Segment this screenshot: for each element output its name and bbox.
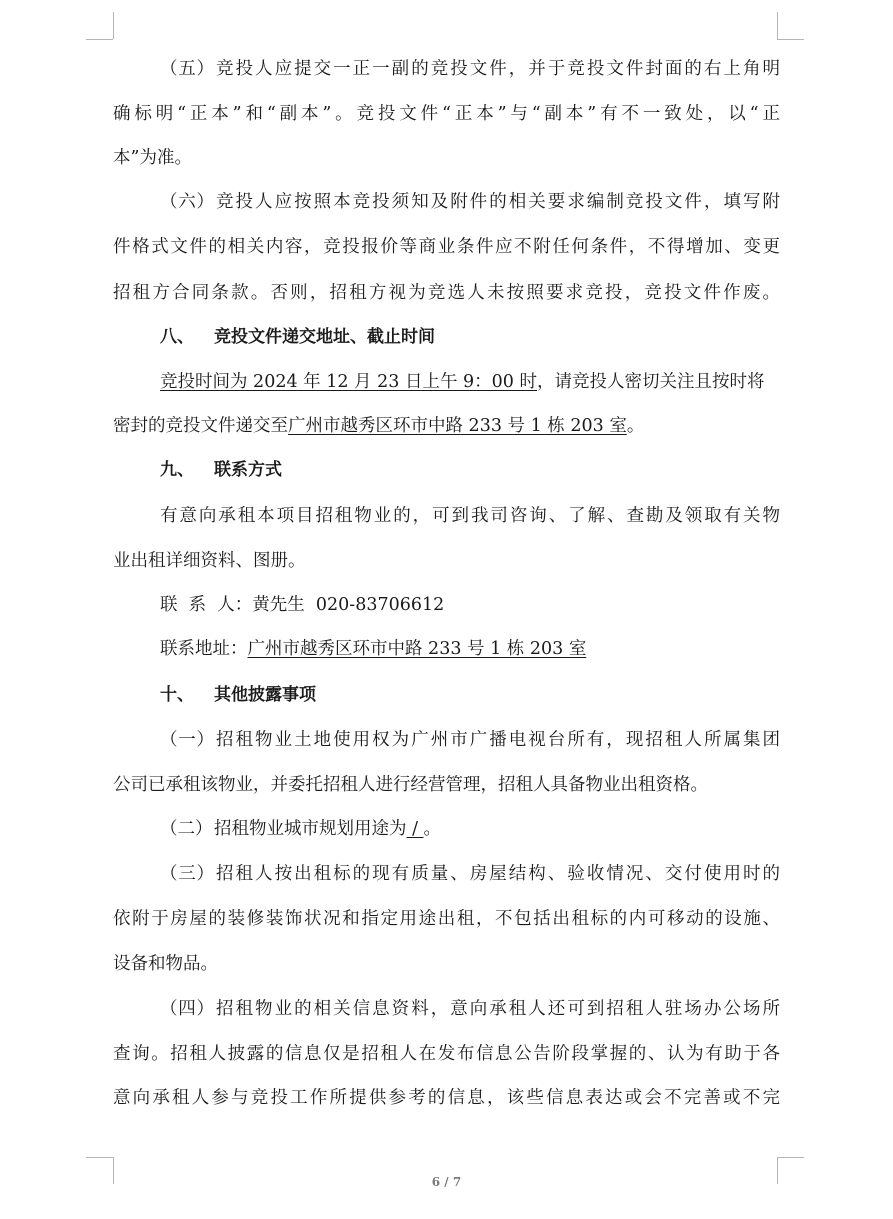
item-number: （三） (160, 864, 214, 884)
item-1-line-1 (160, 725, 780, 755)
item-number: （一） (160, 730, 214, 750)
paragraph-5-line-3: 本”为准。 (113, 148, 192, 168)
section-8-line-1 (160, 367, 780, 397)
section-8-heading (160, 322, 780, 352)
address-label: 联系地址： (160, 639, 248, 659)
contact-address (160, 634, 780, 664)
section-number: 八、 (160, 327, 194, 347)
item-3-line-1 (160, 859, 780, 889)
section-number: 十、 (160, 685, 194, 705)
paragraph-6-line-3: 招租方合同条款。否则，招租方视为竞选人未按照要求竞投，竞投文件作废。 (113, 283, 780, 303)
text: 招租物业土地使用权为广州市广播电视台所有，现招租人所属集团 (214, 730, 780, 750)
planning-use-value: / (406, 819, 424, 839)
item-1-line-2: 公司已承租该物业，并委托招租人进行经营管理，招租人具备物业出租资格。 (113, 775, 708, 795)
item-4-line-3: 意向承租人参与竞投工作所提供参考的信息，该些信息表达或会不完善或不完 (113, 1088, 780, 1108)
item-number: （二） (160, 819, 213, 839)
page-number: 6 / 7 (431, 1175, 462, 1189)
text: ，请竞投人密切关注且按时将 (536, 372, 765, 392)
contact-person: 联 系 人：黄先生 020-83706612 (160, 595, 445, 615)
paragraph-6-line-1 (160, 187, 780, 217)
text: 招租人按出租标的现有质量、房屋结构、验收情况、交付使用时的 (214, 864, 780, 884)
text: 。 (626, 416, 645, 436)
section-9-heading (160, 455, 780, 485)
section-8-line-2 (113, 411, 780, 441)
item-3-line-2: 依附于房屋的装修装饰状况和指定用途出租，不包括出租标的内可移动的设施、 (113, 909, 780, 929)
text: 密封的竞投文件递交至 (113, 416, 288, 436)
text: 竞投人应提交一正一副的竞投文件，并于竞投文件封面的右上角明 (214, 59, 780, 79)
item-number: （五） (160, 59, 214, 79)
section-title: 联系方式 (214, 460, 282, 480)
text: 。 (423, 819, 442, 839)
section-number: 九、 (160, 460, 194, 480)
item-number: （六） (160, 192, 214, 212)
item-4-line-2: 查询。招租人披露的信息仅是招租人在发布信息公告阶段掌握的、认为有助于各 (113, 1044, 780, 1064)
paragraph-6-line-2: 件格式文件的相关内容，竞投报价等商业条件应不附任何条件，不得增加、变更 (113, 237, 780, 257)
deadline-text: 竞投时间为 2024 年 12 月 23 日上午 9：00 时 (160, 372, 537, 392)
section-9-line-2: 业出租详细资料、图册。 (113, 551, 306, 571)
item-3-line-3: 设备和物品。 (113, 954, 218, 974)
item-2-line-1 (160, 814, 780, 844)
section-9-line-1: 有意向承租本项目招租物业的，可到我司咨询、了解、查勘及领取有关物 (160, 506, 780, 526)
item-4-line-1 (160, 994, 780, 1024)
paragraph-5-line-1 (160, 54, 780, 84)
text: 竞投人应按照本竞投须知及附件的相关要求编制竞投文件，填写附 (214, 192, 780, 212)
text: 招租物业的相关信息资料，意向承租人还可到招租人驻场办公场所 (214, 999, 780, 1019)
section-title: 竞投文件递交地址、截止时间 (214, 327, 435, 347)
address-value: 广州市越秀区环市中路 233 号 1 栋 203 室 (247, 639, 587, 659)
paragraph-5-line-2: 确标明“正本”和“副本”。竞投文件“正本”与“副本”有不一致处，以“正 (113, 104, 780, 124)
section-title: 其他披露事项 (214, 685, 316, 705)
submission-address: 广州市越秀区环市中路 233 号 1 栋 203 室 (288, 416, 627, 436)
text: 招租物业城市规划用途为 (214, 819, 407, 839)
section-10-heading (160, 680, 780, 710)
item-number: （四） (160, 999, 214, 1019)
